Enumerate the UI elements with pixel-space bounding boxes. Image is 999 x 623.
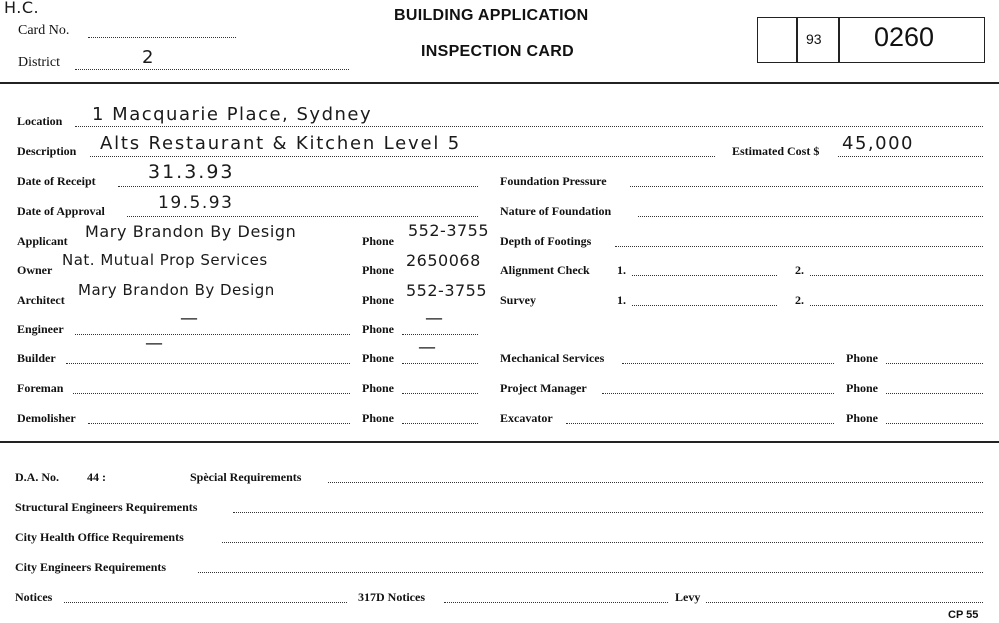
- notices-field[interactable]: [64, 602, 347, 603]
- project-manager-phone-label: Phone: [846, 381, 879, 395]
- builder-phone-field[interactable]: [402, 363, 478, 364]
- health-label: City Health Office Requirements: [15, 530, 184, 544]
- levy-field[interactable]: [706, 602, 983, 603]
- survey-num-2: 2.: [795, 293, 804, 307]
- notices-label: Notices: [15, 590, 53, 604]
- survey-num-1: 1.: [617, 293, 626, 307]
- form-code: CP 55: [948, 609, 979, 621]
- excavator-phone-label: Phone: [846, 411, 879, 425]
- receipt-field[interactable]: [118, 186, 478, 187]
- approval-value: 19.5.93: [158, 193, 234, 213]
- form-title-line1: BUILDING APPLICATION: [394, 7, 589, 24]
- builder-field[interactable]: [66, 363, 350, 364]
- description-field[interactable]: [90, 156, 715, 157]
- special-requirements-field[interactable]: [328, 482, 983, 483]
- corner-note: H.C.: [4, 0, 40, 17]
- notices-317d-field[interactable]: [444, 602, 668, 603]
- levy-label: Levy: [675, 590, 701, 604]
- builder-phone-label: Phone: [362, 351, 395, 365]
- foreman-label: Foreman: [17, 381, 64, 395]
- project-manager-label: Project Manager: [500, 381, 587, 395]
- applicant-phone: 552-3755: [408, 221, 490, 240]
- estimated-cost-value: 45,000: [842, 133, 914, 154]
- engineer-field[interactable]: [75, 334, 350, 335]
- architect-label: Architect: [17, 293, 65, 307]
- structural-field[interactable]: [233, 512, 983, 513]
- survey-field-1[interactable]: [632, 305, 777, 306]
- foundation-pressure-field[interactable]: [630, 186, 983, 187]
- card-prefix: 93: [806, 31, 822, 47]
- notices-317d-label: 317D Notices: [358, 590, 425, 604]
- applicant-phone-label: Phone: [362, 234, 395, 248]
- foreman-field[interactable]: [73, 393, 350, 394]
- project-manager-phone-field[interactable]: [886, 393, 983, 394]
- survey-field-2[interactable]: [810, 305, 983, 306]
- header-divider: [0, 82, 999, 84]
- nature-foundation-label: Nature of Foundation: [500, 204, 612, 218]
- city-engineers-field[interactable]: [198, 572, 983, 573]
- health-field[interactable]: [222, 542, 983, 543]
- da-label: D.A. No.: [15, 470, 59, 484]
- depth-footings-label: Depth of Footings: [500, 234, 592, 248]
- card-number-box: [757, 17, 985, 63]
- receipt-value: 31.3.93: [148, 161, 235, 183]
- demolisher-phone-field[interactable]: [402, 423, 478, 424]
- demolisher-field[interactable]: [88, 423, 350, 424]
- card-number: 0260: [874, 22, 935, 52]
- estimated-cost-label: Estimated Cost $: [732, 144, 820, 158]
- applicant-value: Mary Brandon By Design: [85, 222, 297, 241]
- excavator-phone-field[interactable]: [886, 423, 983, 424]
- depth-footings-field[interactable]: [615, 246, 983, 247]
- mechanical-phone-field[interactable]: [886, 363, 983, 364]
- nature-foundation-field[interactable]: [638, 216, 983, 217]
- approval-field[interactable]: [127, 216, 478, 217]
- receipt-label: Date of Receipt: [17, 174, 96, 188]
- foreman-phone-field[interactable]: [402, 393, 478, 394]
- owner-label: Owner: [17, 263, 53, 277]
- architect-phone-label: Phone: [362, 293, 395, 307]
- project-manager-field[interactable]: [602, 393, 834, 394]
- district-field[interactable]: [75, 69, 349, 70]
- alignment-check-label: Alignment Check: [500, 263, 590, 277]
- section-divider: [0, 441, 999, 443]
- alignment-check-field-1[interactable]: [632, 275, 777, 276]
- foreman-phone-label: Phone: [362, 381, 395, 395]
- survey-label: Survey: [500, 293, 536, 307]
- description-label: Description: [17, 144, 77, 158]
- owner-phone: 2650068: [406, 251, 481, 270]
- da-value: 44 :: [87, 470, 106, 484]
- district-value: 2: [142, 47, 154, 68]
- applicant-label: Applicant: [17, 234, 68, 248]
- location-field[interactable]: [75, 126, 983, 127]
- demolisher-phone-label: Phone: [362, 411, 395, 425]
- builder-label: Builder: [17, 351, 56, 365]
- engineer-phone-label: Phone: [362, 322, 395, 336]
- engineer-phone-field[interactable]: [402, 334, 478, 335]
- special-requirements-label: Spècial Requirements: [190, 470, 302, 484]
- form-title-line2: INSPECTION CARD: [421, 43, 574, 60]
- excavator-label: Excavator: [500, 411, 553, 425]
- structural-label: Structural Engineers Requirements: [15, 500, 198, 514]
- approval-label: Date of Approval: [17, 204, 105, 218]
- card-no-label: Card No.: [18, 23, 70, 38]
- location-value: 1 Macquarie Place, Sydney: [92, 104, 373, 125]
- owner-value: Nat. Mutual Prop Services: [62, 251, 268, 269]
- alignment-num-1: 1.: [617, 263, 626, 277]
- mechanical-phone-label: Phone: [846, 351, 879, 365]
- owner-phone-label: Phone: [362, 263, 395, 277]
- builder-value: —: [145, 333, 164, 354]
- engineer-value: —: [180, 308, 199, 329]
- architect-phone: 552-3755: [406, 281, 488, 300]
- estimated-cost-field[interactable]: [838, 156, 983, 157]
- mechanical-field[interactable]: [622, 363, 834, 364]
- mechanical-label: Mechanical Services: [500, 351, 605, 365]
- city-engineers-label: City Engineers Requirements: [15, 560, 167, 574]
- district-label: District: [18, 55, 60, 70]
- alignment-check-field-2[interactable]: [810, 275, 983, 276]
- architect-value: Mary Brandon By Design: [78, 281, 275, 299]
- excavator-field[interactable]: [566, 423, 834, 424]
- engineer-phone: —: [425, 308, 444, 329]
- foundation-pressure-label: Foundation Pressure: [500, 174, 607, 188]
- builder-phone: —: [418, 337, 437, 358]
- description-value: Alts Restaurant & Kitchen Level 5: [100, 133, 461, 154]
- engineer-label: Engineer: [17, 322, 64, 336]
- demolisher-label: Demolisher: [17, 411, 76, 425]
- location-label: Location: [17, 114, 63, 128]
- alignment-num-2: 2.: [795, 263, 804, 277]
- card-no-field[interactable]: [88, 37, 236, 38]
